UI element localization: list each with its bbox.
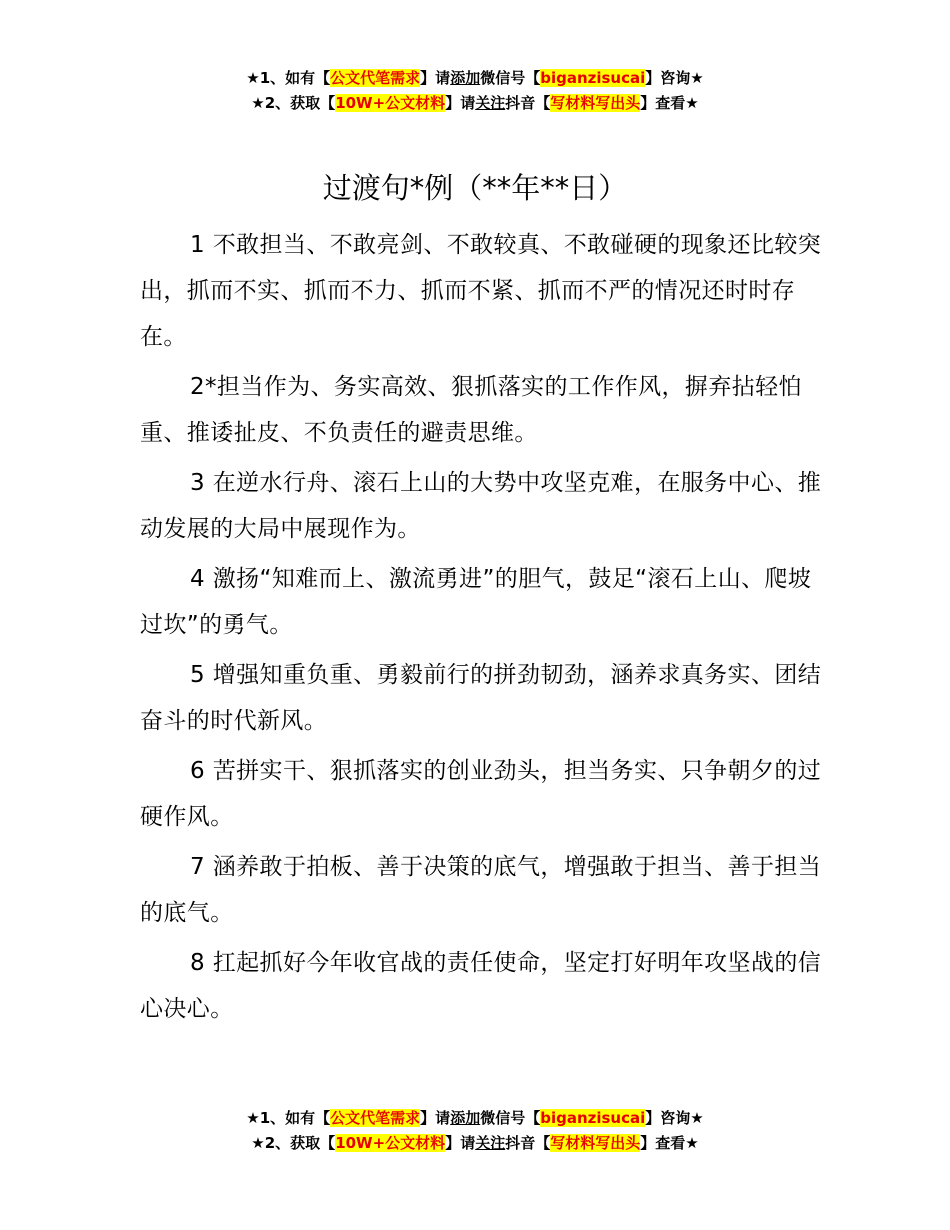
paragraph: 7 涵养敢于拍板、善于决策的底气，增强敢于担当、善于担当的底气。 (140, 854, 822, 926)
banner-highlight: 写材料写出头 (550, 94, 641, 112)
banner-highlight: 10W+公文材料 (335, 1134, 446, 1152)
paragraph: 5 增强知重负重、勇毅前行的拼劲韧劲，涵养求真务实、团结奋斗的时代新风。 (140, 662, 822, 734)
banner-line-1: ★1、如有【公文代笔需求】请添加微信号【biganzisucai】咨询★ (246, 1109, 704, 1127)
paragraph: 8 扛起抓好今年收官战的责任使命，坚定打好明年攻坚战的信心决心。 (140, 950, 822, 1022)
banner-highlight: biganzisucai (540, 69, 646, 87)
paragraph: 3 在逆水行舟、滚石上山的大势中攻坚克难，在服务中心、推动发展的大局中展现作为。 (140, 470, 822, 542)
banner-highlight: biganzisucai (540, 1109, 646, 1127)
document-body (140, 222, 830, 1036)
banner-highlight: 10W+公文材料 (335, 94, 446, 112)
banner-line-2: ★2、获取【10W+公文材料】请关注抖音【写材料写出头】查看★ (251, 94, 699, 112)
paragraph: 1 不敢担当、不敢亮剑、不敢较真、不敢碰硬的现象还比较突出，抓而不实、抓而不力、抓而不紧、抓而不严的情况还时时存在。 (140, 232, 822, 350)
document-title: 过渡句*例（**年**日） (322, 171, 628, 205)
paragraph: 2*担当作为、务实高效、狠抓落实的工作作风，摒弃拈轻怕重、推诿扯皮、不负责任的避责思维。 (140, 374, 802, 446)
banner-line-1: ★1、如有【公文代笔需求】请添加微信号【biganzisucai】咨询★ (246, 69, 704, 87)
banner-highlight: 公文代笔需求 (330, 1109, 421, 1127)
paragraph: 6 苦拼实干、狠抓落实的创业劲头，担当务实、只争朝夕的过硬作风。 (140, 758, 822, 830)
paragraph: 4 激扬“知难而上、激流勇进”的胆气，鼓足“滚石上山、爬坡过坎”的勇气。 (140, 566, 812, 638)
banner-highlight: 写材料写出头 (550, 1134, 641, 1152)
banner-line-2: ★2、获取【10W+公文材料】请关注抖音【写材料写出头】查看★ (251, 1134, 699, 1152)
footer-banner (0, 1106, 950, 1156)
banner-highlight: 公文代笔需求 (330, 69, 421, 87)
header-banner (0, 66, 950, 116)
